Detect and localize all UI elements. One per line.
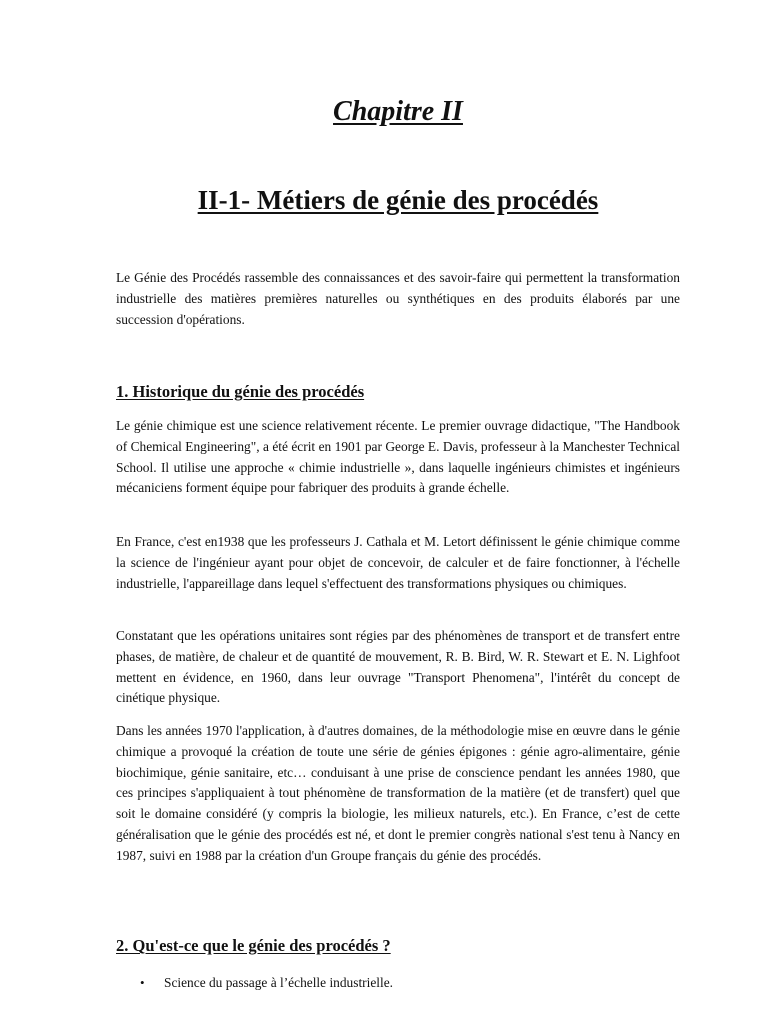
section-title: II-1- Métiers de génie des procédés: [197, 185, 599, 215]
intro-paragraph: Le Génie des Procédés rassemble des connaissances et des savoir-faire qui permettent la transformation industrielle des matières premières naturelles ou synthétiques en des produits élaborés par une succession d'opérations.: [116, 270, 680, 327]
list-item-text: Science du passage à l’échelle industrielle.: [164, 975, 394, 990]
history-paragraph-2: En France, c'est en1938 que les professeurs J. Cathala et M. Letort définissent le génie chimique comme la science de l'ingénieur ayant pour objet de concevoir, de calculer et de faire fonctionner, à l'échelle industrielle, l'appareillage dans lequel s'effectuent des transformations physiques ou chimiques.: [116, 534, 680, 591]
definition-heading: 2. Qu'est-ce que le génie des procédés ?: [116, 936, 391, 955]
bullet-icon: •: [140, 975, 145, 990]
history-paragraph-1: Le génie chimique est une science relativement récente. Le premier ouvrage didactique, "The Handbook of Chemical Engineering", a été écrit en 1901 par George E. Davis, professeur à la Manchester Technical School. Il utilise une approche « chimie industrielle », dans laquelle ingénieurs chimistes et ingénieurs mécaniciens forment équipe pour fabriquer des produits à grande échelle.: [116, 418, 680, 496]
history-heading: 1. Historique du génie des procédés: [116, 382, 365, 401]
history-paragraph-4: Dans les années 1970 l'application, à d'autres domaines, de la méthodologie mise en œuvre dans le génie chimique a provoqué la création de toute une série de génies épigones : génie agro-alimentaire, génie biochimique, génie sanitaire, etc… conduisant à une prise de conscience pendant les années 1980, que ces principes s'appliquaient à tout phénomène de transformation de la matière (et de transfert) quel que soit le domaine considéré (y compris la biologie, les milieux naturels, etc.). En France, c’est de cette généralisation que le génie des procédés est né, et dont le premier congrès national s'est tenu à Nancy en 1987, suivi en 1988 par la création d'un Groupe français du génie des procédés.: [116, 723, 680, 863]
definition-bullet-list: [116, 972, 680, 994]
history-paragraph-3: Constatant que les opérations unitaires sont régies par des phénomènes de transport et de transfert entre phases, de matière, de chaleur et de quantité de mouvement, R. B. Bird, W. R. Stewart et E. N. Lighfoot mettent en évidence, en 1960, dans leur ouvrage "Transport Phenomena", l'intérêt du concept de cinétique physique.: [116, 628, 680, 706]
list-item: [116, 972, 680, 994]
chapter-title: Chapitre II: [333, 96, 463, 127]
